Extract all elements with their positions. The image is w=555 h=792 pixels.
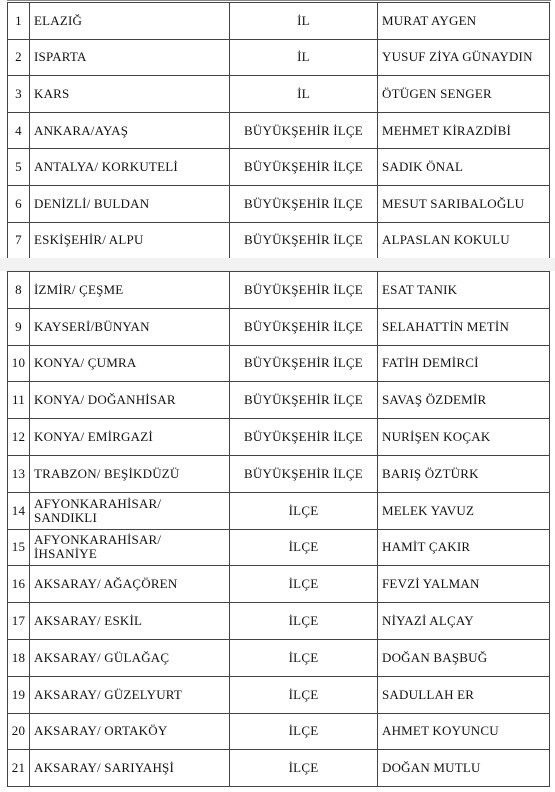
location-cell: AFYONKARAHİSAR/ İHSANİYE [30, 529, 230, 566]
row-number: 12 [8, 419, 30, 456]
unit-type-cell: İLÇE [230, 492, 378, 529]
unit-type-cell: İLÇE [230, 603, 378, 640]
location-cell: AKSARAY/ ORTAKÖY [30, 713, 230, 750]
row-number: 2 [8, 39, 30, 76]
person-name-cell: ALPASLAN KOKULU [378, 222, 550, 259]
person-name-cell: MELEK YAVUZ [378, 492, 550, 529]
person-name-cell: SADIK ÖNAL [378, 149, 550, 186]
location-cell: KONYA/ ÇUMRA [30, 345, 230, 382]
table-row [8, 3, 550, 40]
person-name-cell: HAMİT ÇAKIR [378, 529, 550, 566]
person-name-cell: AHMET KOYUNCU [378, 713, 550, 750]
unit-type-cell: BÜYÜKŞEHİR İLÇE [230, 185, 378, 222]
row-number: 18 [8, 639, 30, 676]
location-cell: AKSARAY/ ESKİL [30, 603, 230, 640]
row-number: 8 [8, 272, 30, 309]
unit-type-cell: BÜYÜKŞEHİR İLÇE [230, 272, 378, 309]
row-number: 13 [8, 455, 30, 492]
unit-type-cell: BÜYÜKŞEHİR İLÇE [230, 308, 378, 345]
person-name-cell: YUSUF ZİYA GÜNAYDIN [378, 39, 550, 76]
row-number: 19 [8, 676, 30, 713]
row-number: 5 [8, 149, 30, 186]
table-row [8, 382, 550, 419]
person-name-cell: DOĞAN MUTLU [378, 750, 550, 787]
row-number: 7 [8, 222, 30, 259]
unit-type-cell: İLÇE [230, 750, 378, 787]
person-name-cell: SAVAŞ ÖZDEMİR [378, 382, 550, 419]
table-row [8, 492, 550, 529]
appointments-table-part1 [7, 2, 550, 259]
location-cell: AKSARAY/ GÜLAĞAÇ [30, 639, 230, 676]
row-number: 15 [8, 529, 30, 566]
location-cell: ELAZIĞ [30, 3, 230, 40]
table-row [8, 639, 550, 676]
table-row [8, 112, 550, 149]
table-row [8, 676, 550, 713]
location-cell: DENİZLİ/ BULDAN [30, 185, 230, 222]
unit-type-cell: BÜYÜKŞEHİR İLÇE [230, 455, 378, 492]
row-number: 14 [8, 492, 30, 529]
location-cell: İZMİR/ ÇEŞME [30, 272, 230, 309]
table-row [8, 149, 550, 186]
row-number: 11 [8, 382, 30, 419]
table-row [8, 750, 550, 787]
unit-type-cell: İLÇE [230, 713, 378, 750]
person-name-cell: ESAT TANIK [378, 272, 550, 309]
person-name-cell: SELAHATTİN METİN [378, 308, 550, 345]
row-number: 16 [8, 566, 30, 603]
person-name-cell: MEHMET KİRAZDİBİ [378, 112, 550, 149]
unit-type-cell: BÜYÜKŞEHİR İLÇE [230, 419, 378, 456]
table-row [8, 603, 550, 640]
appointments-table-part2 [7, 271, 550, 787]
row-number: 20 [8, 713, 30, 750]
table-row [8, 185, 550, 222]
row-number: 10 [8, 345, 30, 382]
row-number: 4 [8, 112, 30, 149]
unit-type-cell: İLÇE [230, 639, 378, 676]
page-break-gap [0, 258, 555, 271]
unit-type-cell: BÜYÜKŞEHİR İLÇE [230, 222, 378, 259]
table-row [8, 713, 550, 750]
row-number: 3 [8, 76, 30, 113]
person-name-cell: SADULLAH ER [378, 676, 550, 713]
location-cell: ESKİŞEHİR/ ALPU [30, 222, 230, 259]
location-cell: AKSARAY/ SARIYAHŞİ [30, 750, 230, 787]
table-body [8, 272, 550, 787]
person-name-cell: FATİH DEMİRCİ [378, 345, 550, 382]
row-number: 17 [8, 603, 30, 640]
unit-type-cell: İL [230, 3, 378, 40]
person-name-cell: DOĞAN BAŞBUĞ [378, 639, 550, 676]
location-cell: AKSARAY/ AĞAÇÖREN [30, 566, 230, 603]
table-row [8, 308, 550, 345]
location-cell: KARS [30, 76, 230, 113]
table-row [8, 566, 550, 603]
location-cell: AKSARAY/ GÜZELYURT [30, 676, 230, 713]
unit-type-cell: BÜYÜKŞEHİR İLÇE [230, 149, 378, 186]
row-number: 21 [8, 750, 30, 787]
table-row [8, 76, 550, 113]
table-row [8, 419, 550, 456]
row-number: 9 [8, 308, 30, 345]
table-body [8, 3, 550, 259]
unit-type-cell: İLÇE [230, 676, 378, 713]
table-row [8, 529, 550, 566]
location-cell: KAYSERİ/BÜNYAN [30, 308, 230, 345]
location-cell: KONYA/ DOĞANHİSAR [30, 382, 230, 419]
table-row [8, 222, 550, 259]
unit-type-cell: BÜYÜKŞEHİR İLÇE [230, 112, 378, 149]
person-name-cell: ÖTÜGEN SENGER [378, 76, 550, 113]
person-name-cell: NURİŞEN KOÇAK [378, 419, 550, 456]
unit-type-cell: İLÇE [230, 566, 378, 603]
row-number: 1 [8, 3, 30, 40]
person-name-cell: BARIŞ ÖZTÜRK [378, 455, 550, 492]
unit-type-cell: BÜYÜKŞEHİR İLÇE [230, 345, 378, 382]
unit-type-cell: İL [230, 76, 378, 113]
person-name-cell: FEVZİ YALMAN [378, 566, 550, 603]
person-name-cell: NİYAZİ ALÇAY [378, 603, 550, 640]
location-cell: AFYONKARAHİSAR/ SANDIKLI [30, 492, 230, 529]
location-cell: KONYA/ EMİRGAZİ [30, 419, 230, 456]
table-row [8, 39, 550, 76]
person-name-cell: MURAT AYGEN [378, 3, 550, 40]
location-cell: ANKARA/AYAŞ [30, 112, 230, 149]
person-name-cell: MESUT SARIBALOĞLU [378, 185, 550, 222]
table-row [8, 455, 550, 492]
table-row [8, 272, 550, 309]
unit-type-cell: İLÇE [230, 529, 378, 566]
location-cell: TRABZON/ BEŞİKDÜZÜ [30, 455, 230, 492]
table-row [8, 345, 550, 382]
row-number: 6 [8, 185, 30, 222]
unit-type-cell: BÜYÜKŞEHİR İLÇE [230, 382, 378, 419]
unit-type-cell: İL [230, 39, 378, 76]
location-cell: ANTALYA/ KORKUTELİ [30, 149, 230, 186]
location-cell: ISPARTA [30, 39, 230, 76]
